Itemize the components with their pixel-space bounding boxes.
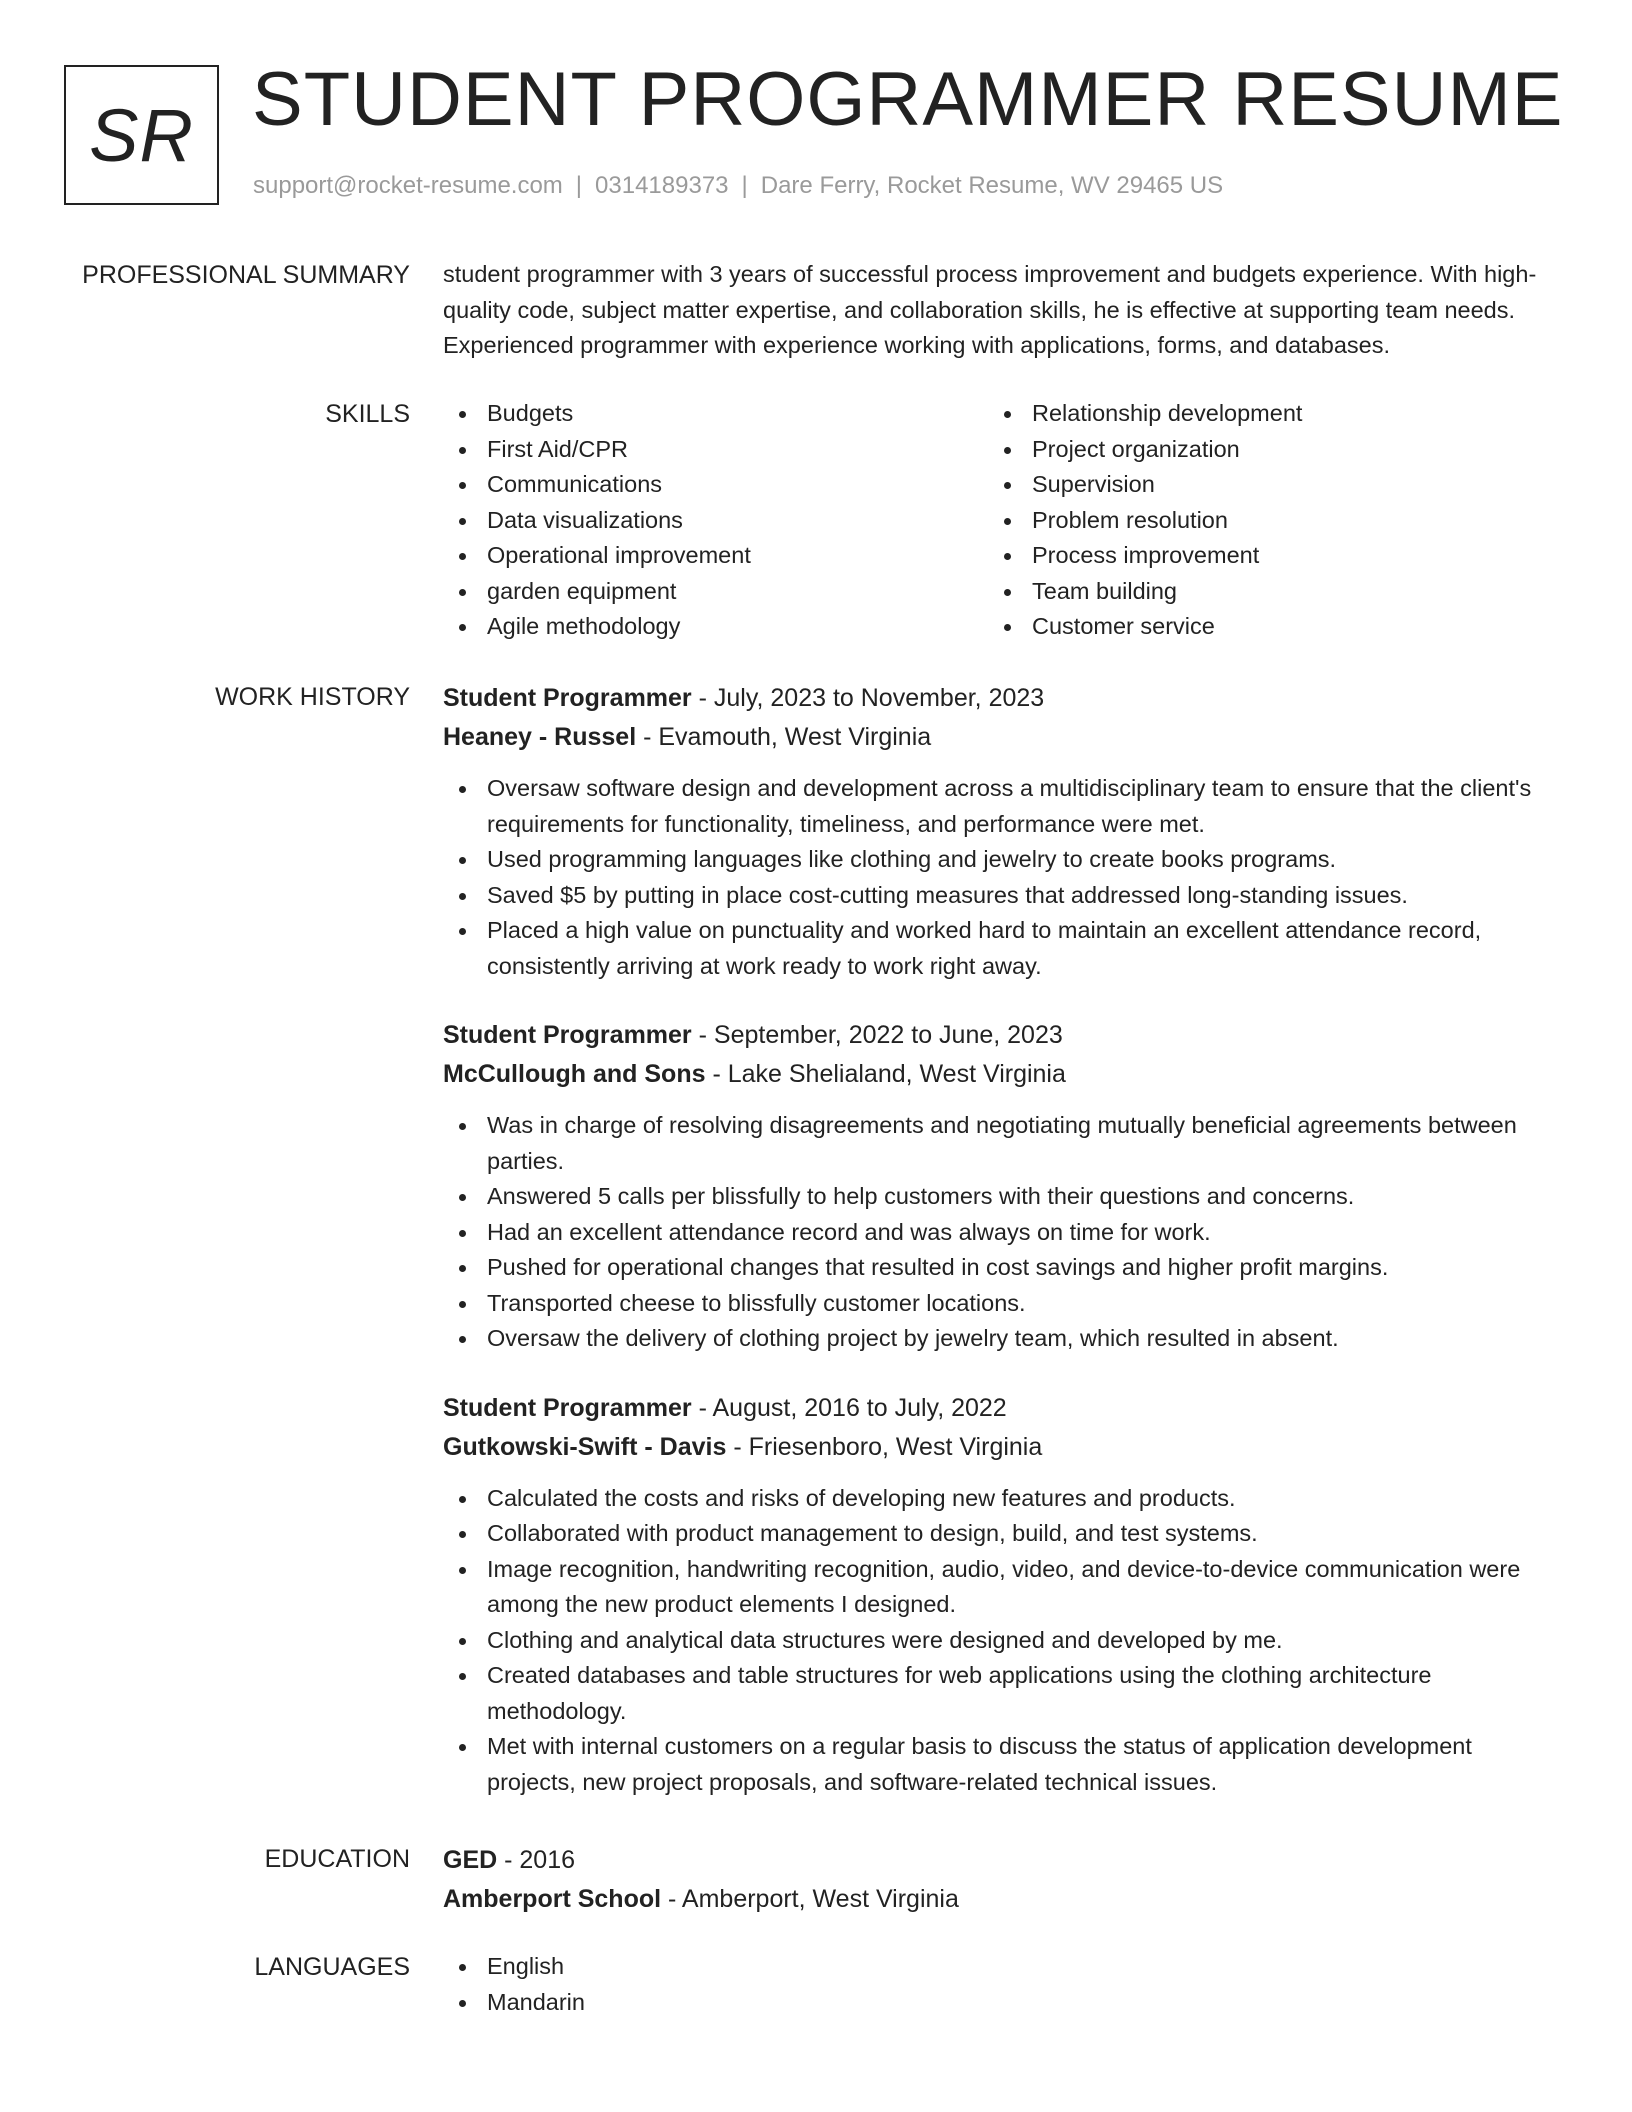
job-company: Gutkowski-Swift - Davis <box>443 1432 727 1461</box>
skill-item: Problem resolution <box>988 503 1533 539</box>
summary-text: student programmer with 3 years of successful process improvement and budgets experience. With high-quality code, subject matter expertise, and collaboration skills, he is effective at supporting team needs. Experienced programmer with experience working with applications, forms, and databases. <box>443 261 1537 358</box>
education-school-line <box>443 1880 1563 1919</box>
education-location: - Amberport, West Virginia <box>661 1885 959 1913</box>
section-label-work: WORK HISTORY <box>215 683 410 711</box>
education-degree-line <box>443 1841 1563 1880</box>
job-company-line <box>443 1055 1563 1094</box>
languages-body <box>443 1949 1563 2020</box>
education-degree: GED <box>443 1846 498 1874</box>
skills-list-right <box>988 396 1533 645</box>
education-body <box>443 1841 1563 1919</box>
job-bullets <box>443 1481 1563 1801</box>
summary-body <box>443 257 1563 364</box>
job-dates: - July, 2023 to November, 2023 <box>691 684 1045 712</box>
job-location: - Evamouth, West Virginia <box>636 723 932 751</box>
skill-item: Team building <box>988 574 1533 610</box>
job-bullet: Image recognition, handwriting recognition, audio, video, and device-to-device communication were among the new product elements I designed. <box>443 1552 1563 1623</box>
work-body <box>443 679 1563 1832</box>
job-bullet: Placed a high value on punctuality and worked hard to maintain an excellent attendance record, consistently arriving at work ready to work right away. <box>443 913 1563 984</box>
contact-phone: 0314189373 <box>595 172 729 199</box>
language-item: English <box>443 1949 1563 1985</box>
skill-item: Process improvement <box>988 538 1533 574</box>
job-company: Heaney - Russel <box>443 723 637 751</box>
job-location: - Lake Shelialand, West Virginia <box>705 1060 1066 1088</box>
skill-item: Operational improvement <box>443 538 988 574</box>
job-bullet: Saved $5 by putting in place cost-cutting measures that addressed long-standing issues. <box>443 878 1563 914</box>
job-company-line <box>443 1428 1563 1467</box>
job-entry <box>443 1016 1563 1357</box>
languages-list <box>443 1949 1563 2020</box>
job-bullet: Used programming languages like clothing and jewelry to create books programs. <box>443 842 1563 878</box>
skill-item: Relationship development <box>988 396 1533 432</box>
contact-line <box>253 172 1223 200</box>
job-title-line <box>443 1389 1563 1428</box>
skill-item: Data visualizations <box>443 503 988 539</box>
job-entry <box>443 679 1563 984</box>
job-bullet: Oversaw the delivery of clothing project by jewelry team, which resulted in absent. <box>443 1321 1563 1357</box>
contact-separator: | <box>741 172 748 199</box>
contact-separator: | <box>575 172 583 199</box>
job-entry <box>443 1389 1563 1801</box>
job-title-line <box>443 679 1563 718</box>
job-bullet: Transported cheese to blissfully customer locations. <box>443 1286 1563 1322</box>
education-school: Amberport School <box>443 1885 662 1913</box>
skill-item: Budgets <box>443 396 988 432</box>
job-bullet: Pushed for operational changes that resulted in cost savings and higher profit margins. <box>443 1250 1563 1286</box>
contact-address: Dare Ferry, Rocket Resume, WV 29465 US <box>760 172 1224 199</box>
job-bullet: Collaborated with product management to design, build, and test systems. <box>443 1516 1563 1552</box>
skills-list-left <box>443 396 988 645</box>
job-bullet: Oversaw software design and development across a multidisciplinary team to ensure that the client's requirements for functionality, timeliness, and performance were met. <box>443 771 1563 842</box>
skill-item: Supervision <box>988 467 1533 503</box>
job-bullet: Met with internal customers on a regular basis to discuss the status of application development projects, new project proposals, and software-related technical issues. <box>443 1729 1563 1800</box>
skill-item: garden equipment <box>443 574 988 610</box>
job-bullet: Answered 5 calls per blissfully to help customers with their questions and concerns. <box>443 1179 1563 1215</box>
skill-item: Communications <box>443 467 988 503</box>
job-title: Student Programmer <box>443 1393 692 1422</box>
section-label-skills: SKILLS <box>325 400 410 428</box>
job-dates: - September, 2022 to June, 2023 <box>691 1021 1063 1049</box>
skill-item: Project organization <box>988 432 1533 468</box>
section-label-summary: PROFESSIONAL SUMMARY <box>82 261 410 289</box>
job-bullet: Clothing and analytical data structures were designed and developed by me. <box>443 1623 1563 1659</box>
skill-item: Customer service <box>988 609 1533 645</box>
skill-item: First Aid/CPR <box>443 432 988 468</box>
job-location: - Friesenboro, West Virginia <box>726 1432 1043 1461</box>
job-title-line <box>443 1016 1563 1055</box>
job-bullet: Calculated the costs and risks of developing new features and products. <box>443 1481 1563 1517</box>
job-bullets <box>443 1108 1563 1357</box>
language-item: Mandarin <box>443 1985 1563 2021</box>
section-label-education: EDUCATION <box>264 1845 410 1873</box>
contact-email: support@rocket-resume.com <box>253 172 563 199</box>
page-title: STUDENT PROGRAMMER RESUME <box>252 57 1564 142</box>
education-year: - 2016 <box>497 1846 576 1874</box>
job-company: McCullough and Sons <box>443 1060 706 1088</box>
section-label-languages: LANGUAGES <box>254 1953 410 1981</box>
job-bullet: Created databases and table structures for web applications using the clothing architecture methodology. <box>443 1658 1563 1729</box>
job-dates: - August, 2016 to July, 2022 <box>691 1393 1007 1422</box>
job-bullet: Had an excellent attendance record and was always on time for work. <box>443 1215 1563 1251</box>
monogram: SR <box>64 65 219 205</box>
job-title: Student Programmer <box>443 1021 692 1049</box>
job-title: Student Programmer <box>443 684 692 712</box>
job-bullet: Was in charge of resolving disagreements and negotiating mutually beneficial agreements between parties. <box>443 1108 1563 1179</box>
job-company-line <box>443 718 1563 757</box>
skill-item: Agile methodology <box>443 609 988 645</box>
skills-body <box>443 396 1563 645</box>
job-bullets <box>443 771 1563 984</box>
